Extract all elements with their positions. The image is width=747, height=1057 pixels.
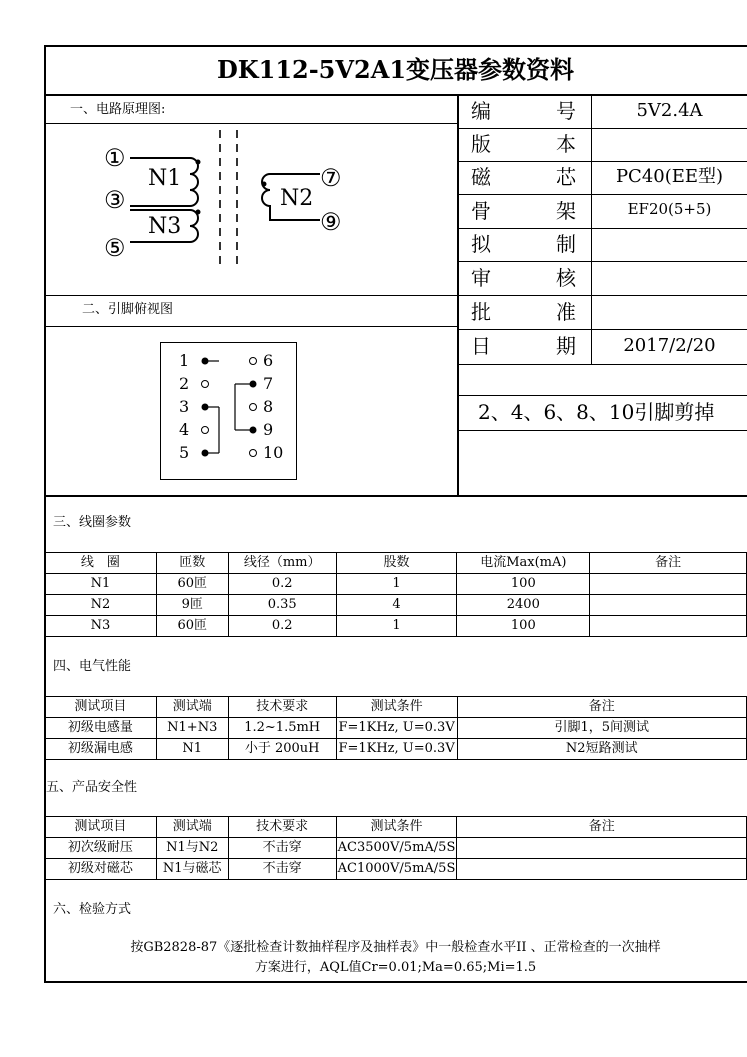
elec-cell: 引脚1，5间测试 xyxy=(457,718,746,739)
elec-cell: N1 xyxy=(156,739,228,760)
coil-header: 匝数 xyxy=(156,553,228,574)
info-key-char2: 准 xyxy=(556,300,576,324)
frame-top xyxy=(44,45,747,47)
info-key-char2: 芯 xyxy=(556,165,576,189)
info-key-char1: 版 xyxy=(471,132,491,156)
safety-header: 备注 xyxy=(457,817,747,838)
safety-cell: N1与磁芯 xyxy=(156,859,228,880)
section-inspection-label: 六、检验方式 xyxy=(53,902,132,917)
safety-header: 测试端 xyxy=(156,817,228,838)
section-electrical-label: 四、电气性能 xyxy=(53,659,132,674)
elec-cell: 小于 200uH xyxy=(228,739,336,760)
elec-cell: 初级漏电感 xyxy=(45,739,157,760)
table-row xyxy=(45,859,747,880)
safety-header: 技术要求 xyxy=(228,817,336,838)
info-key-char1: 日 xyxy=(471,334,491,358)
pin-left-1: 1 xyxy=(179,351,190,370)
info-key-char2: 核 xyxy=(556,266,576,290)
info-row-divider xyxy=(457,161,747,162)
info-bottom xyxy=(457,364,747,365)
info-value: 2017/2/20 xyxy=(623,335,716,356)
info-row-divider xyxy=(457,329,747,330)
coil-cell: N3 xyxy=(45,616,157,637)
info-key-char2: 制 xyxy=(556,232,576,256)
inspection-line-1: 按GB2828-87《逐批检查计数抽样程序及抽样表》中一般检查水平II 、正常检查的一次抽样 xyxy=(130,940,661,955)
n2-label: N2 xyxy=(280,186,314,211)
elec-header: 测试条件 xyxy=(336,697,457,718)
info-row-divider xyxy=(457,261,747,262)
safety-cell: AC3500V/5mA/5S xyxy=(336,838,457,859)
page-title: DK112-5V2A1变压器参数资料 xyxy=(216,55,575,84)
info-key-char2: 本 xyxy=(556,132,576,156)
n2-dot xyxy=(262,182,267,187)
table-row xyxy=(45,739,747,760)
coil-cell: 100 xyxy=(457,616,590,637)
info-value: PC40(EE型) xyxy=(615,166,724,187)
n1-label: N1 xyxy=(148,166,182,191)
coil-cell: 2400 xyxy=(457,595,590,616)
coil-table xyxy=(44,552,747,637)
coil-cell xyxy=(590,616,747,637)
pin-left-5: 5 xyxy=(179,443,190,462)
coil-cell: 0.2 xyxy=(228,616,336,637)
info-key-char2: 号 xyxy=(556,99,576,123)
safety-cell: N1与N2 xyxy=(156,838,228,859)
inspection-line-2: 方案进行，AQL值Cr=0.01;Ma=0.65;Mi=1.5 xyxy=(254,960,537,975)
section-safety-label: 五、产品安全性 xyxy=(46,780,138,795)
coil-header: 线 圈 xyxy=(45,553,157,574)
coil-cell: 60匝 xyxy=(156,616,228,637)
info-value: 5V2.4A xyxy=(636,100,703,121)
info-key-char1: 编 xyxy=(471,99,491,123)
coil-cell: 1 xyxy=(336,574,457,595)
coil-header: 备注 xyxy=(590,553,747,574)
info-row-divider xyxy=(457,228,747,229)
electrical-table xyxy=(44,696,747,760)
safety-cell xyxy=(457,838,747,859)
pin9-label: ⑨ xyxy=(320,208,342,236)
table-row xyxy=(45,595,747,616)
info-value: EF20(5+5) xyxy=(627,200,712,218)
s2-topline xyxy=(44,295,457,296)
elec-header: 备注 xyxy=(457,697,746,718)
info-row-divider xyxy=(457,194,747,195)
pin-left-3: 3 xyxy=(179,397,190,416)
safety-cell: 初次级耐压 xyxy=(45,838,157,859)
info-key-char1: 拟 xyxy=(471,232,491,256)
elec-cell: F=1KHz, U=0.3V xyxy=(336,739,457,760)
coil-cell: 9匝 xyxy=(156,595,228,616)
pin3-label: ③ xyxy=(104,186,126,214)
coil-cell xyxy=(590,574,747,595)
table-row xyxy=(45,574,747,595)
info-key-char1: 骨 xyxy=(471,199,491,223)
note-cut-pins: 2、4、6、8、10引脚剪掉 xyxy=(478,400,715,424)
coil-header-row xyxy=(45,553,747,574)
pin-right-9: 9 xyxy=(263,420,274,439)
coil-cell: 60匝 xyxy=(156,574,228,595)
s2-underline xyxy=(44,326,457,327)
safety-cell xyxy=(457,859,747,880)
coil-cell: 0.35 xyxy=(228,595,336,616)
coil-cell: 4 xyxy=(336,595,457,616)
circuit-schematic xyxy=(90,128,360,293)
safety-header: 测试条件 xyxy=(336,817,457,838)
section-pin-view-label: 二、引脚俯视图 xyxy=(82,302,174,317)
pin-right-8: 8 xyxy=(263,397,274,416)
elec-cell: N1+N3 xyxy=(156,718,228,739)
elec-cell: N2短路测试 xyxy=(457,739,746,760)
pin-right-7: 7 xyxy=(263,374,274,393)
pin-right-10: 10 xyxy=(263,443,284,462)
note-bottom xyxy=(457,430,747,431)
frame-bottom xyxy=(44,981,747,983)
info-key-char2: 期 xyxy=(556,334,576,358)
elec-header: 测试项目 xyxy=(45,697,157,718)
n3-dot xyxy=(196,210,201,215)
pin-left-4: 4 xyxy=(179,420,190,439)
pin5-label: ⑤ xyxy=(104,234,126,262)
coil-header: 线径（mm） xyxy=(228,553,336,574)
safety-table xyxy=(44,816,747,880)
elec-header: 测试端 xyxy=(156,697,228,718)
safety-cell: 不击穿 xyxy=(228,838,336,859)
elec-cell: F=1KHz, U=0.3V xyxy=(336,718,457,739)
s1-underline xyxy=(44,123,457,124)
coil-cell: 100 xyxy=(457,574,590,595)
table-row xyxy=(45,616,747,637)
section-coil-label: 三、线圈参数 xyxy=(53,515,132,530)
n1-dot xyxy=(196,160,201,165)
safety-cell: 初级对磁芯 xyxy=(45,859,157,880)
coil-cell xyxy=(590,595,747,616)
coil-cell: N2 xyxy=(45,595,157,616)
table-row xyxy=(45,718,747,739)
elec-header: 技术要求 xyxy=(228,697,336,718)
pin-right-6: 6 xyxy=(263,351,274,370)
safety-header-row xyxy=(45,817,747,838)
safety-cell: AC1000V/5mA/5S xyxy=(336,859,457,880)
table-row xyxy=(45,838,747,859)
coil-header: 股数 xyxy=(336,553,457,574)
section-circuit-label: 一、电路原理图: xyxy=(70,102,166,117)
coil-cell: N1 xyxy=(45,574,157,595)
pin-view-box xyxy=(160,342,297,480)
info-key-char1: 磁 xyxy=(471,165,491,189)
info-row-divider xyxy=(457,128,747,129)
pin7-label: ⑦ xyxy=(320,164,342,192)
pin-left-2: 2 xyxy=(179,374,190,393)
n3-label: N3 xyxy=(148,214,182,239)
safety-header: 测试项目 xyxy=(45,817,157,838)
safety-cell: 不击穿 xyxy=(228,859,336,880)
coil-cell: 1 xyxy=(336,616,457,637)
info-key-char2: 架 xyxy=(556,199,576,223)
info-row-divider xyxy=(457,295,747,296)
pin1-label: ① xyxy=(104,144,126,172)
info-key-char1: 批 xyxy=(471,300,491,324)
elec-cell: 1.2~1.5mH xyxy=(228,718,336,739)
elec-header-row xyxy=(45,697,747,718)
coil-cell: 0.2 xyxy=(228,574,336,595)
elec-cell: 初级电感量 xyxy=(45,718,157,739)
header-bottom xyxy=(44,495,747,497)
title-divider xyxy=(44,94,747,96)
note-top xyxy=(457,395,747,396)
info-col-divider xyxy=(591,94,592,364)
coil-header: 电流Max(mA) xyxy=(457,553,590,574)
info-key-char1: 审 xyxy=(471,266,491,290)
